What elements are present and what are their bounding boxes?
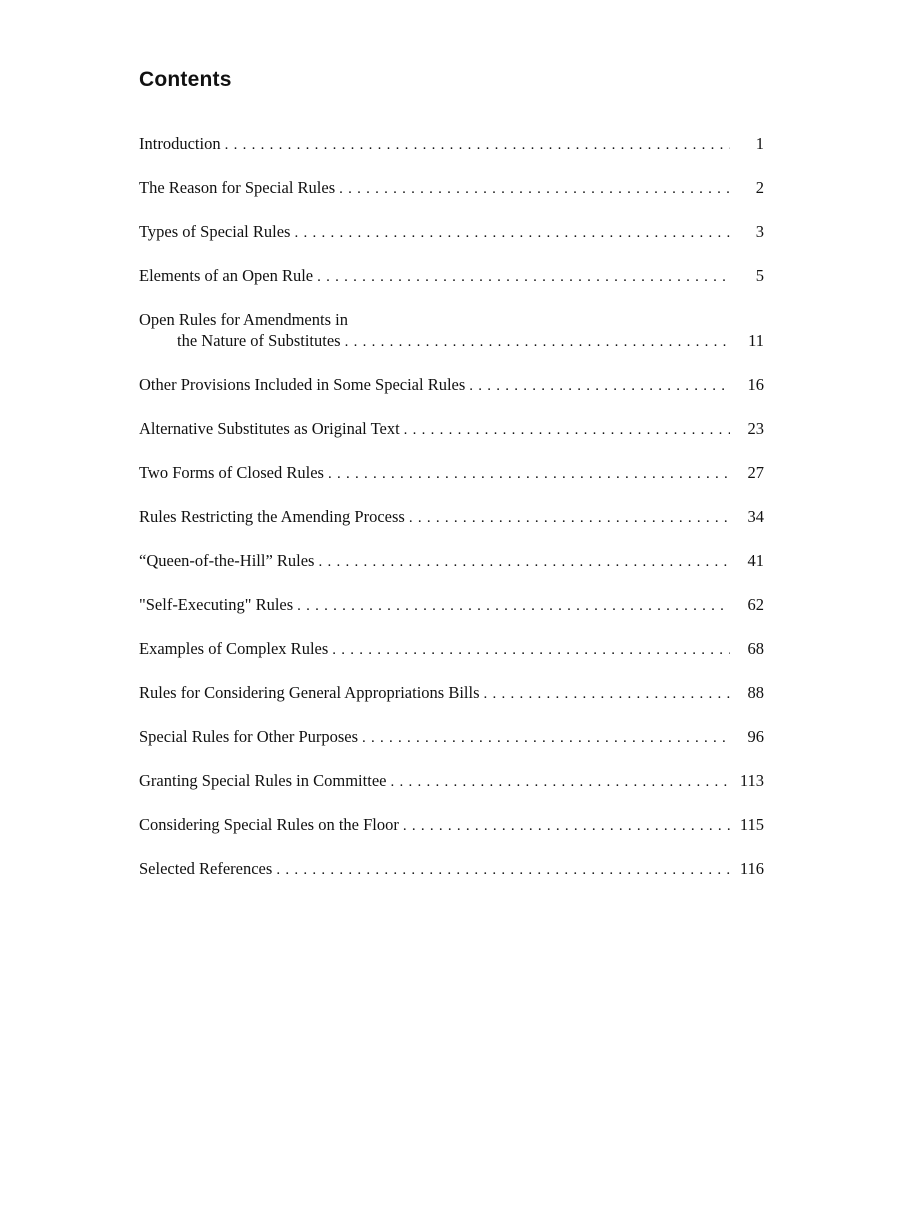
- toc-entry: [139, 221, 764, 244]
- toc-page-number: 116: [739, 859, 764, 878]
- toc-entry-title: Two Forms of Closed Rules: [139, 463, 324, 482]
- toc-entry-title: Considering Special Rules on the Floor: [139, 815, 399, 834]
- dot-leader: [225, 135, 730, 156]
- toc-entry-title: Selected References: [139, 859, 273, 878]
- toc-page-number: 1: [755, 134, 764, 153]
- toc-entry: [139, 309, 764, 353]
- toc-entry-title: Alternative Substitutes as Original Text: [139, 419, 400, 438]
- toc-entry: [139, 462, 764, 485]
- toc-entry: [139, 374, 764, 397]
- dot-leader: [484, 684, 731, 705]
- toc-entry-title: Granting Special Rules in Committee: [139, 771, 387, 790]
- dot-leader: [403, 816, 730, 837]
- toc-entry-title: Examples of Complex Rules: [139, 639, 329, 658]
- dot-leader: [339, 179, 730, 200]
- toc-page-number: 62: [747, 595, 764, 614]
- dot-leader: [276, 860, 730, 881]
- toc-entry-title: Types of Special Rules: [139, 222, 291, 241]
- toc-entry: [139, 506, 764, 529]
- toc-page-number: 113: [739, 771, 764, 790]
- dot-leader: [390, 772, 730, 793]
- toc-entry-title: The Reason for Special Rules: [139, 178, 336, 197]
- toc-entry: [139, 858, 764, 881]
- toc-entry-title: Elements of an Open Rule: [139, 266, 314, 285]
- toc-entry: [139, 594, 764, 617]
- toc-page-number: 41: [747, 551, 764, 570]
- toc-page-number: 3: [755, 222, 764, 241]
- toc-page-number: 115: [739, 815, 764, 834]
- toc-entry-title: Other Provisions Included in Some Special Rules: [139, 375, 466, 394]
- toc-page-number: 96: [747, 727, 764, 746]
- toc-page-number: 88: [747, 683, 764, 702]
- toc-entry: [139, 726, 764, 749]
- dot-leader: [362, 728, 730, 749]
- toc-entry: [139, 682, 764, 705]
- toc-page-number: 11: [748, 331, 764, 350]
- toc-page-number: 5: [755, 266, 764, 285]
- toc-page-number: 23: [747, 419, 764, 438]
- toc-entry: [139, 177, 764, 200]
- dot-leader: [328, 464, 730, 485]
- dot-leader: [294, 223, 730, 244]
- dot-leader: [345, 332, 730, 353]
- dot-leader: [318, 552, 730, 573]
- table-of-contents: [139, 133, 764, 902]
- toc-entry-title: Special Rules for Other Purposes: [139, 727, 359, 746]
- dot-leader: [317, 267, 730, 288]
- toc-entry-title-continued: the Nature of Substitutes: [177, 331, 341, 350]
- toc-page-number: 34: [747, 507, 764, 526]
- toc-entry-title: "Self-Executing" Rules: [139, 595, 294, 614]
- toc-entry: [139, 133, 764, 156]
- toc-entry-title: Rules for Considering General Appropriations Bills: [139, 683, 480, 702]
- toc-entry-title: Open Rules for Amendments in: [139, 310, 348, 329]
- toc-entry-title: “Queen-of-the-Hill” Rules: [139, 551, 315, 570]
- toc-entry: [139, 814, 764, 837]
- toc-entry-title: Introduction: [139, 134, 221, 153]
- toc-entry: [139, 265, 764, 288]
- toc-entry: [139, 638, 764, 661]
- toc-entry: [139, 418, 764, 441]
- toc-page-number: 68: [747, 639, 764, 658]
- dot-leader: [297, 596, 730, 617]
- toc-page-number: 2: [755, 178, 764, 197]
- toc-page-number: 16: [747, 375, 764, 394]
- dot-leader: [469, 376, 730, 397]
- dot-leader: [332, 640, 730, 661]
- toc-page-number: 27: [747, 463, 764, 482]
- dot-leader: [404, 420, 730, 441]
- dot-leader: [409, 508, 730, 529]
- page-title: Contents: [139, 68, 232, 91]
- toc-entry: [139, 770, 764, 793]
- toc-entry: [139, 550, 764, 573]
- toc-entry-title: Rules Restricting the Amending Process: [139, 507, 405, 526]
